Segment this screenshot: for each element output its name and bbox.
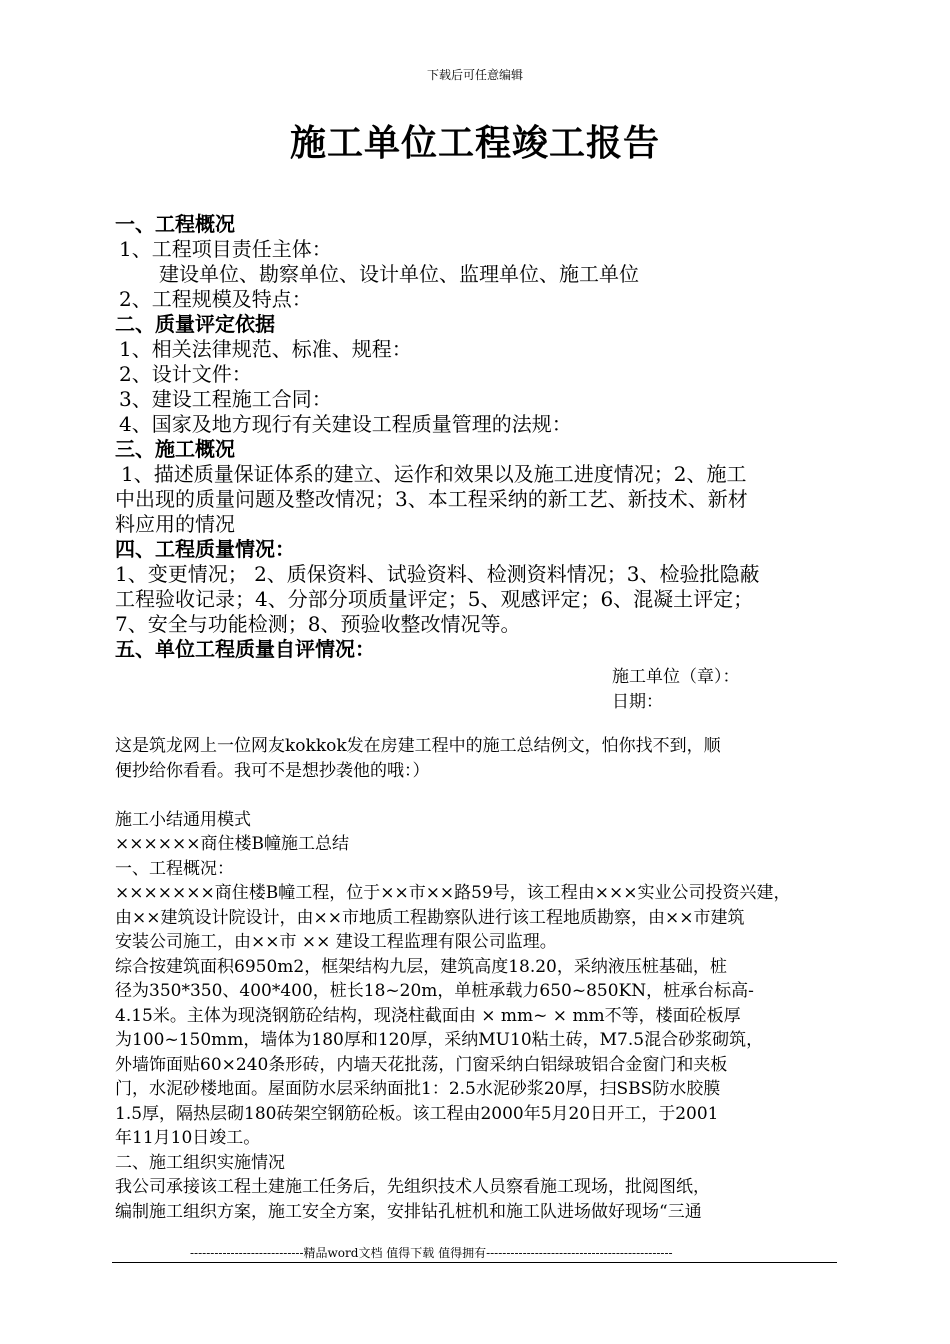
summary-line: ×××××××商住楼B幢工程，位于××市××路59号，该工程由×××实业公司投资兴建，	[115, 883, 791, 903]
summary-line: 外墙饰面贴60×240条形砖，内墙天花批荡，门窗采纳白铝绿玻铝合金窗门和夹板	[115, 1054, 728, 1075]
summary-line: 综合按建筑面积6950m2，框架结构九层，建筑高度18.20，采纳液压桩基础，桩	[115, 956, 727, 977]
list-item: 2、设计文件：	[119, 362, 252, 386]
header-note: 下载后可任意编辑	[426, 68, 523, 82]
paragraph-line: 料应用的情况	[115, 512, 235, 536]
summary-line: 由××建筑设计院设计，由××市地质工程勘察队进行该工程地质勘察，由××市建筑	[115, 907, 745, 928]
summary-line: ××××××商住楼B幢施工总结	[115, 834, 349, 854]
paragraph-line: 工程验收记录；4、分部分项质量评定；5、观感评定；6、混凝土评定；	[115, 587, 754, 611]
footer-text: ----------------------------精品word文档 值得下载 值得拥有----------------------------------------------	[190, 1246, 673, 1260]
blank-line	[115, 783, 815, 808]
paragraph-line: 1、变更情况； 2、质保资料、试验资料、检测资料情况；3、检验批隐蔽	[115, 562, 760, 586]
summary-line: 4.15米。主体为现浇钢筋砼结构，现浇柱截面由 × mm~ × mm不等，楼面砼板厚	[115, 1005, 741, 1026]
paragraph-line: 7、安全与功能检测；8、预验收整改情况等。	[115, 612, 521, 636]
list-item-detail: 建设单位、勘察单位、设计单位、监理单位、施工单位	[159, 262, 639, 286]
list-item: 1、相关法律规范、标准、规程：	[119, 337, 412, 361]
summary-line: 二、施工组织实施情况	[115, 1152, 285, 1173]
summary-line: 一、工程概况：	[115, 858, 234, 879]
document-title: 施工单位工程竣工报告	[289, 122, 660, 164]
section-heading: 三、施工概况	[115, 437, 235, 461]
list-item: 2、工程规模及特点：	[119, 287, 312, 311]
paragraph-line: 1、描述质量保证体系的建立、运作和效果以及施工进度情况；2、施工	[121, 462, 747, 486]
section-heading: 五、单位工程质量自评情况：	[115, 637, 375, 661]
section-heading: 一、工程概况	[115, 212, 235, 236]
footer-rule	[112, 1262, 837, 1263]
summary-line: 年11月10日竣工。	[115, 1128, 261, 1148]
summary-line: 我公司承接该工程土建施工任务后，先组织技术人员察看施工现场，批阅图纸，	[115, 1177, 710, 1197]
sign-date-label: 日期：	[612, 692, 663, 712]
section-heading: 四、工程质量情况：	[115, 537, 295, 561]
summary-line: 径为350*350、400*400，桩长18~20m，单桩承载力650~850KN，桩承台标高-	[115, 981, 754, 1001]
section-heading: 二、质量评定依据	[115, 312, 275, 336]
list-item: 1、工程项目责任主体：	[119, 237, 332, 261]
list-item: 3、建设工程施工合同：	[119, 387, 332, 411]
summary-section	[115, 734, 815, 1224]
summary-line: 门，水泥砂楼地面。屋面防水层采纳面批1：2.5水泥砂浆20厚，扫SBS防水胶膜	[115, 1079, 721, 1099]
summary-line: 安装公司施工，由××市 ×× 建设工程监理有限公司监理。	[115, 932, 557, 952]
summary-line: 为100~150mm，墙体为180厚和120厚，采纳MU10粘土砖，M7.5混合砂浆砌筑，	[115, 1030, 764, 1050]
summary-line: 1.5厚，隔热层砌180砖架空钢筋砼板。该工程由2000年5月20日开工，于2001	[115, 1103, 719, 1124]
summary-line: 编制施工组织方案，施工安全方案，安排钻孔桩机和施工队进场做好现场“三通	[115, 1201, 702, 1222]
summary-line: 施工小结通用模式	[115, 809, 251, 830]
note-line: 便抄给你看看。我可不是想抄袭他的哦：）	[115, 760, 430, 781]
note-line: 这是筑龙网上一位网友kokkok发在房建工程中的施工总结例文，怕你找不到，顺	[115, 736, 721, 756]
list-item: 4、国家及地方现行有关建设工程质量管理的法规：	[119, 412, 572, 436]
paragraph-line: 中出现的质量问题及整改情况；3、本工程采纳的新工艺、新技术、新材	[115, 487, 748, 511]
sign-unit-label: 施工单位（章）：	[612, 667, 740, 687]
report-body	[115, 212, 840, 662]
